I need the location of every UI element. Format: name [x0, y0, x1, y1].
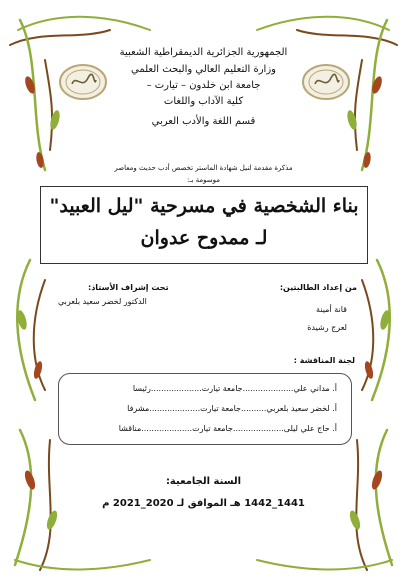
student-name: لعرج رشيدة [307, 323, 347, 332]
thesis-author: لـ ممدوح عدوان [140, 227, 268, 249]
committee-row [127, 404, 337, 413]
dots: .................... [149, 404, 201, 413]
committee-member-name: أ. مداني علي [293, 384, 337, 393]
dots: .......... [240, 404, 267, 413]
committee-box [58, 373, 352, 445]
supervisor-label: تحت إشراف الأستاذ: [88, 283, 169, 292]
committee-role: مشرفا [127, 404, 150, 413]
student-name: قانة أمينة [316, 305, 347, 314]
university-name: جامعة ابن خلدون – تيارت – [146, 80, 261, 91]
committee-university: جامعة تيارت [200, 404, 241, 413]
dots: .................... [242, 384, 294, 393]
faculty-name: كلية الآداب واللغات [163, 96, 244, 107]
dots: .................... [141, 424, 193, 433]
calligraphy-seal-icon [301, 62, 351, 102]
thesis-title: بناء الشخصية في مسرحية "ليل العبيد" [49, 195, 359, 217]
republic-name: الجمهورية الجزائرية الديمقراطية الشعبية [119, 47, 288, 58]
committee-row [119, 424, 337, 433]
memo-description: مذكرة مقدمة لنيل شهادة الماستر تخصص أدب حديث ومعاصر [114, 164, 293, 172]
department-name: قسم اللغة والأدب العربي [151, 116, 256, 127]
academic-year-value: 1441_1442 هـ الموافق لـ 2020_2021 م [102, 498, 305, 509]
committee-label: لجنة المناقشة : [293, 356, 355, 365]
committee-role: رئيسا [132, 384, 151, 393]
title-box [40, 186, 368, 264]
memo-titled: موسومة بـ: [187, 176, 220, 184]
students-label: من إعداد الطالبتين: [279, 283, 357, 292]
committee-role: مناقشا [118, 424, 142, 433]
committee-university: جامعة تيارت [192, 424, 233, 433]
academic-year-label: السنة الجامعية: [165, 476, 242, 487]
committee-member-name: أ. حاج علي ليلى [283, 424, 337, 433]
committee-member-name: أ. لخضر سعيد بلعربي [266, 404, 337, 413]
supervisor-name: الدكتور لخضر سعيد بلعربي [58, 297, 147, 306]
dots: .................... [232, 424, 284, 433]
ministry-name: وزارة التعليم العالي والبحث العلمي [131, 64, 276, 75]
committee-university: جامعة تيارت [201, 384, 243, 393]
dots: .................... [150, 384, 202, 393]
committee-row [133, 384, 337, 393]
